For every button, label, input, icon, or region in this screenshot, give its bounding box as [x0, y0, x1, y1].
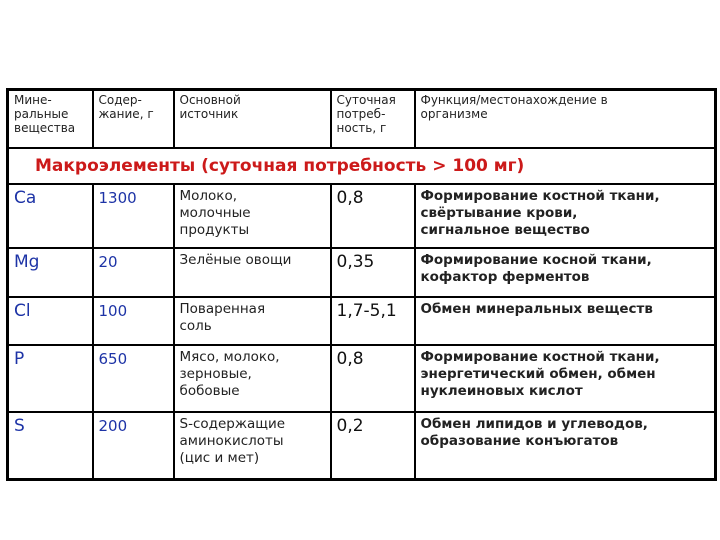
header-requirement: Суточная потреб- ность, г — [331, 90, 415, 149]
cell-function: Формирование косной ткани, кофактор ферментов — [415, 248, 716, 297]
cell-requirement: 1,7-5,1 — [331, 297, 415, 345]
table-row — [8, 184, 716, 248]
cell-content: 100 — [93, 297, 174, 345]
table-row — [8, 412, 716, 480]
cell-source: Мясо, молоко, зерновые, бобовые — [174, 345, 331, 412]
cell-content: 20 — [93, 248, 174, 297]
section-row — [8, 148, 716, 184]
cell-function: Обмен липидов и углеводов, образование конъюгатов — [415, 412, 716, 480]
header-content: Содер- жание, г — [93, 90, 174, 149]
cell-element: S — [8, 412, 93, 480]
cell-source: Молоко, молочные продукты — [174, 184, 331, 248]
cell-element: Cl — [8, 297, 93, 345]
cell-requirement: 0,2 — [331, 412, 415, 480]
cell-content: 1300 — [93, 184, 174, 248]
cell-content: 200 — [93, 412, 174, 480]
cell-function: Обмен минеральных веществ — [415, 297, 716, 345]
cell-source: Зелёные овощи — [174, 248, 331, 297]
cell-element: Mg — [8, 248, 93, 297]
table-header-row — [8, 90, 716, 149]
cell-function: Формирование костной ткани, энергетический обмен, обмен нуклеиновых кислот — [415, 345, 716, 412]
cell-element: P — [8, 345, 93, 412]
header-source: Основной источник — [174, 90, 331, 149]
cell-source: Поваренная соль — [174, 297, 331, 345]
section-title: Макроэлементы (суточная потребность > 100 мг) — [8, 148, 716, 184]
table-row — [8, 297, 716, 345]
table-row — [8, 345, 716, 412]
cell-requirement: 0,8 — [331, 345, 415, 412]
table-row — [8, 248, 716, 297]
cell-function: Формирование костной ткани, свёртывание крови, сигнальное вещество — [415, 184, 716, 248]
cell-requirement: 0,8 — [331, 184, 415, 248]
cell-content: 650 — [93, 345, 174, 412]
minerals-table — [6, 88, 717, 481]
cell-element: Ca — [8, 184, 93, 248]
header-mineral: Мине- ральные вещества — [8, 90, 93, 149]
cell-source: S-содержащие аминокислоты (цис и мет) — [174, 412, 331, 480]
header-function: Функция/местонахождение в организме — [415, 90, 716, 149]
cell-requirement: 0,35 — [331, 248, 415, 297]
